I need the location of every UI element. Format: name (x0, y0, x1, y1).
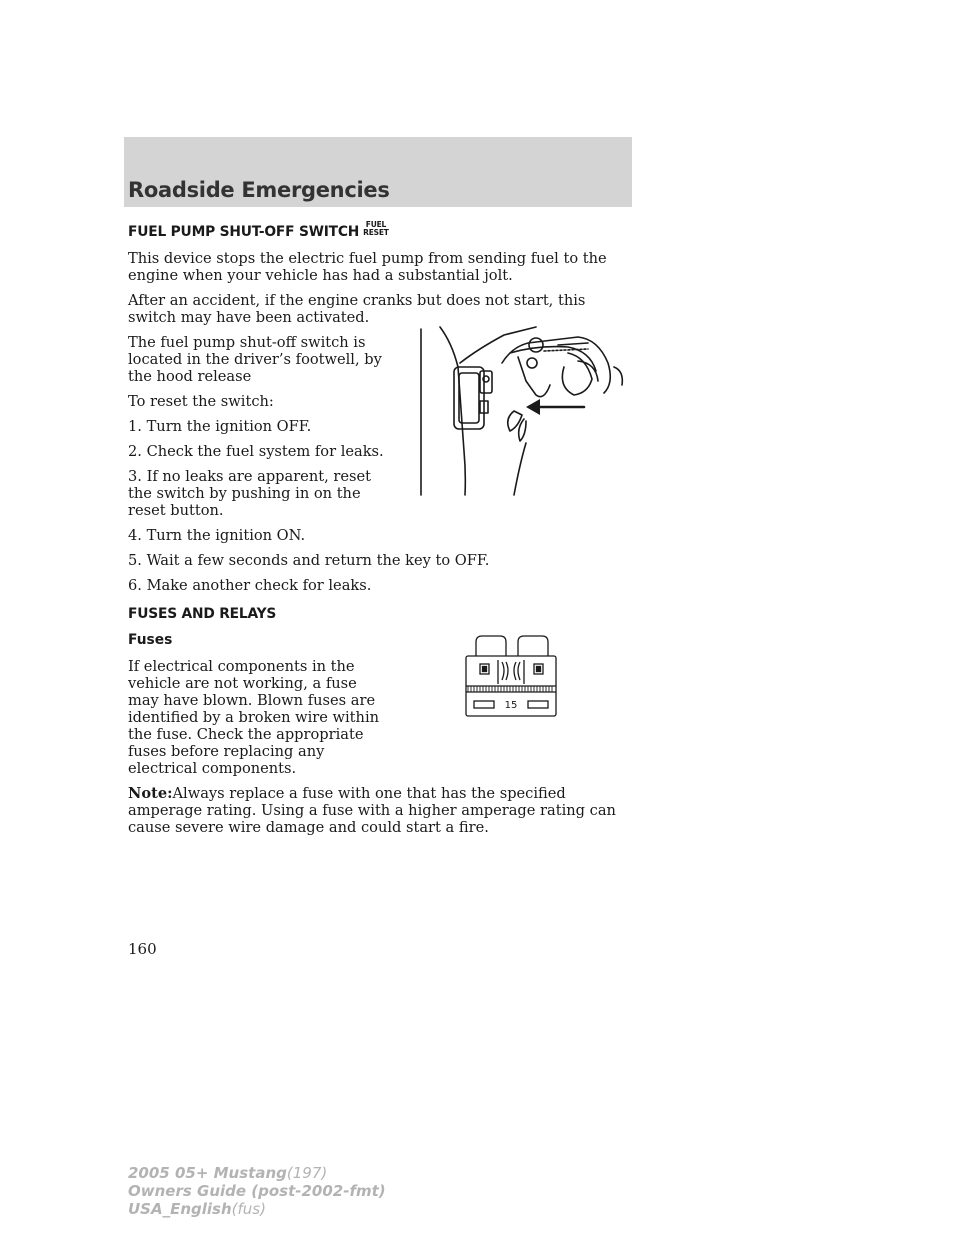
fuel-pump-heading (128, 220, 628, 241)
content (128, 220, 628, 844)
page-title: Roadside Emergencies (128, 178, 390, 202)
fuses-relays-heading: FUSES AND RELAYS (128, 606, 277, 622)
note-text: Always replace a fuse with one that has the specified amperage rating. Using a fuse with a higher amperage rating can cause severe wire damage and could start a fire. (128, 785, 616, 836)
footer-language: USA_English (128, 1200, 232, 1218)
reset-step-1: 1. Turn the ignition OFF. (128, 418, 312, 435)
footer-line-2: Owners Guide (post-2002-fmt) (128, 1182, 386, 1200)
footer (128, 1164, 386, 1218)
footer-line-1 (128, 1164, 386, 1182)
fuel-pump-heading-text: FUEL PUMP SHUT-OFF SWITCH (128, 224, 360, 240)
footer-language-code: (fus) (231, 1200, 266, 1218)
fuel-pump-paragraph-3: The fuel pump shut-off switch is located in the driver’s footwell, by the hood release (128, 334, 382, 385)
reset-step-2: 2. Check the fuel system for leaks. (128, 443, 384, 460)
fuse-rating-label: 15 (504, 700, 518, 711)
fuse-illustration (462, 634, 560, 718)
reset-step-3: 3. If no leaks are apparent, reset the switch by pushing in on the reset button. (128, 468, 371, 519)
note-label: Note: (128, 785, 173, 802)
fuel-pump-paragraph-1: This device stops the electric fuel pump from sending fuel to the engine when your vehicle has had a substantial jolt. (128, 250, 607, 284)
fuel-pump-switch-illustration (418, 323, 628, 498)
fuses-paragraph: If electrical components in the vehicle are not working, a fuse may have blown. Blown fuses are identified by a broken wire within the fuse. Check the appropriate fuses before replacing any electrical components. (128, 658, 380, 777)
fuel-reset-icon (363, 221, 389, 236)
reset-step-4: 4. Turn the ignition ON. (128, 527, 306, 544)
footer-line-3 (128, 1200, 386, 1218)
footer-model-code: (197) (286, 1164, 328, 1182)
reset-intro: To reset the switch: (128, 393, 274, 410)
fuel-reset-icon-line2: RESET (363, 227, 389, 237)
fuse-note (128, 785, 628, 836)
reset-step-6: 6. Make another check for leaks. (128, 577, 372, 594)
page-number: 160 (128, 940, 157, 958)
reset-step-5: 5. Wait a few seconds and return the key to OFF. (128, 552, 490, 569)
fuses-subheading: Fuses (128, 632, 173, 648)
fuel-pump-paragraph-2: After an accident, if the engine cranks but does not start, this switch may have been activated. (128, 292, 586, 326)
fuel-reset-icon-line1: FUEL (365, 220, 387, 229)
footer-model: 2005 05+ Mustang (128, 1164, 287, 1182)
